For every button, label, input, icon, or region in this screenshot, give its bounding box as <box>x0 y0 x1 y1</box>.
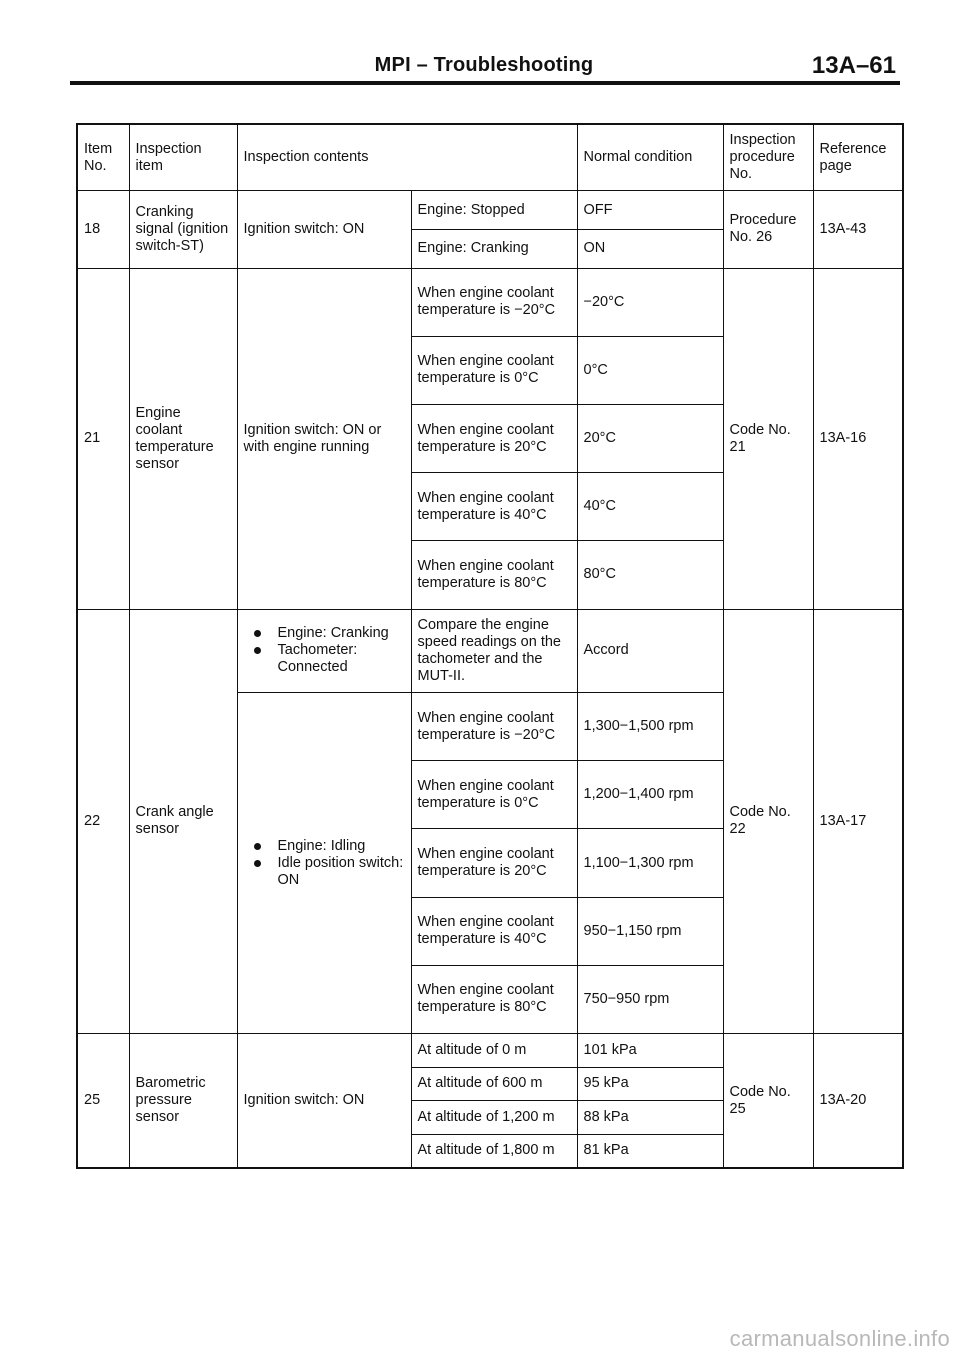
header-normal-condition: Normal condition <box>577 124 723 191</box>
item-number: 22 <box>77 609 129 1033</box>
table-row <box>77 268 903 336</box>
normal-condition: 40°C <box>577 473 723 541</box>
normal-condition: 1,200−1,400 rpm <box>577 761 723 829</box>
inspection-contents: When engine coolant temperature is 0°C <box>411 336 577 404</box>
normal-condition: 750−950 rpm <box>577 965 723 1033</box>
normal-condition: 0°C <box>577 336 723 404</box>
table-row <box>77 1034 903 1068</box>
inspection-contents: At altitude of 600 m <box>411 1067 577 1101</box>
inspection-contents: When engine coolant temperature is 20°C <box>411 404 577 472</box>
normal-condition: 95 kPa <box>577 1067 723 1101</box>
header-item-no: Item No. <box>77 124 129 191</box>
inspection-table <box>76 123 904 1169</box>
header-inspection-contents: Inspection contents <box>237 124 577 191</box>
normal-condition: Accord <box>577 609 723 692</box>
inspection-condition <box>237 693 411 1034</box>
normal-condition: 88 kPa <box>577 1101 723 1135</box>
inspection-contents: When engine coolant temperature is 40°C <box>411 473 577 541</box>
inspection-contents: When engine coolant temperature is −20°C <box>411 268 577 336</box>
normal-condition: 1,100−1,300 rpm <box>577 829 723 897</box>
normal-condition: 950−1,150 rpm <box>577 897 723 965</box>
reference-page: 13A-17 <box>813 609 903 1033</box>
inspection-contents: At altitude of 0 m <box>411 1034 577 1068</box>
procedure-number: Code No. 21 <box>723 268 813 609</box>
condition-bullet: Engine: Cranking <box>244 625 405 642</box>
inspection-contents: When engine coolant temperature is 0°C <box>411 761 577 829</box>
procedure-number: Procedure No. 26 <box>723 191 813 268</box>
table-row <box>77 609 903 692</box>
item-number: 18 <box>77 191 129 268</box>
normal-condition: ON <box>577 229 723 268</box>
page-header <box>70 52 898 82</box>
normal-condition: −20°C <box>577 268 723 336</box>
inspection-item: Barometric pressure sensor <box>129 1034 237 1168</box>
normal-condition: 101 kPa <box>577 1034 723 1068</box>
inspection-contents: Engine: Stopped <box>411 191 577 230</box>
inspection-contents: When engine coolant temperature is 20°C <box>411 829 577 897</box>
header-procedure: Inspection procedure No. <box>723 124 813 191</box>
inspection-condition: Ignition switch: ON or with engine running <box>237 268 411 609</box>
inspection-item: Engine coolant temperature sensor <box>129 268 237 609</box>
condition-bullet: Engine: Idling <box>244 838 405 855</box>
inspection-condition: Ignition switch: ON <box>237 191 411 268</box>
header-reference: Reference page <box>813 124 903 191</box>
normal-condition: OFF <box>577 191 723 230</box>
normal-condition: 80°C <box>577 541 723 609</box>
condition-bullet: Idle position switch: ON <box>244 855 405 889</box>
normal-condition: 20°C <box>577 404 723 472</box>
table-header-row <box>77 124 903 191</box>
inspection-contents: At altitude of 1,800 m <box>411 1134 577 1168</box>
table-row <box>77 191 903 230</box>
condition-bullet: Tachometer: Connected <box>244 642 405 676</box>
inspection-contents: When engine coolant temperature is 80°C <box>411 541 577 609</box>
watermark: carmanualsonline.info <box>729 1326 950 1351</box>
inspection-contents: At altitude of 1,200 m <box>411 1101 577 1135</box>
inspection-contents: Engine: Cranking <box>411 229 577 268</box>
normal-condition: 1,300−1,500 rpm <box>577 693 723 761</box>
reference-page: 13A-16 <box>813 268 903 609</box>
page-title: MPI – Troubleshooting <box>374 54 594 76</box>
inspection-item: Crank angle sensor <box>129 609 237 1033</box>
reference-page: 13A-43 <box>813 191 903 268</box>
normal-condition: 81 kPa <box>577 1134 723 1168</box>
page-number: 13A–61 <box>811 52 896 79</box>
item-number: 25 <box>77 1034 129 1168</box>
procedure-number: Code No. 22 <box>723 609 813 1033</box>
inspection-condition <box>237 609 411 692</box>
inspection-contents: Compare the engine speed readings on the tachometer and the MUT-II. <box>411 609 577 692</box>
inspection-contents: When engine coolant temperature is −20°C <box>411 693 577 761</box>
inspection-contents: When engine coolant temperature is 80°C <box>411 965 577 1033</box>
inspection-condition: Ignition switch: ON <box>237 1034 411 1168</box>
item-number: 21 <box>77 268 129 609</box>
reference-page: 13A-20 <box>813 1034 903 1168</box>
header-rule <box>70 81 900 85</box>
inspection-item: Cranking signal (ignition switch-ST) <box>129 191 237 268</box>
inspection-contents: When engine coolant temperature is 40°C <box>411 897 577 965</box>
procedure-number: Code No. 25 <box>723 1034 813 1168</box>
header-inspection-item: Inspection item <box>129 124 237 191</box>
